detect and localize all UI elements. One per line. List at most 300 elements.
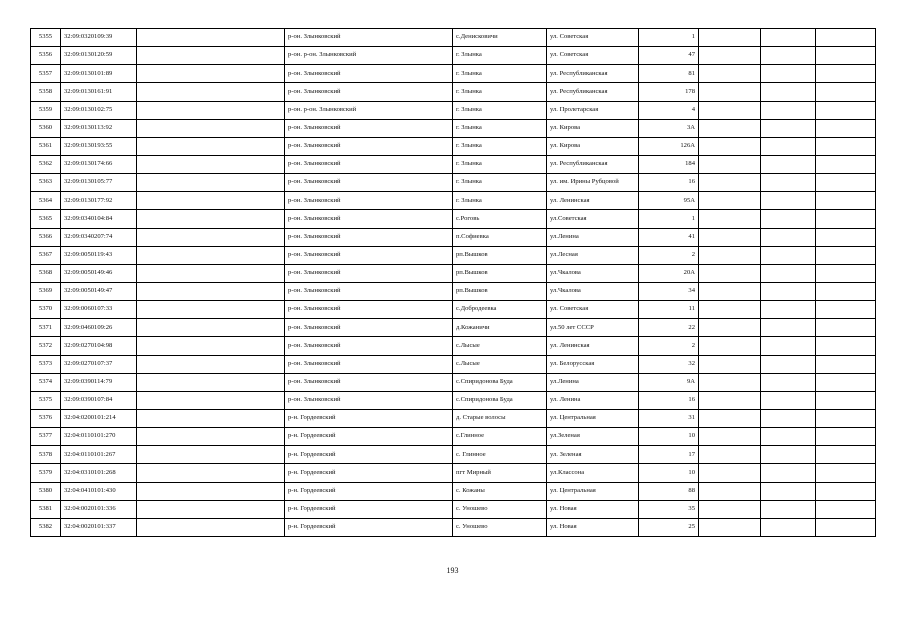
table-row [31, 409, 876, 427]
street-cell: ул. Кирова [547, 119, 639, 137]
cadastral-number-cell: 32:09:0390107:84 [61, 391, 137, 409]
table-row [31, 155, 876, 173]
settlement-cell: с.Глинное [453, 428, 547, 446]
empty-cell [137, 174, 285, 192]
empty-cell [816, 246, 876, 264]
district-cell: р-он. Злынковский [285, 319, 453, 337]
empty-cell [761, 446, 816, 464]
row-number-cell: 5368 [31, 264, 61, 282]
district-cell: р-он. Злынковский [285, 65, 453, 83]
district-cell: р-он. р-он. Злынковский [285, 101, 453, 119]
empty-cell [699, 101, 761, 119]
street-cell: ул.50 лет СССР [547, 319, 639, 337]
empty-cell [816, 518, 876, 536]
table-row [31, 282, 876, 300]
empty-cell [137, 464, 285, 482]
cadastral-number-cell: 32:04:0310101:268 [61, 464, 137, 482]
empty-cell [816, 482, 876, 500]
table-row [31, 228, 876, 246]
table-row [31, 319, 876, 337]
empty-cell [761, 155, 816, 173]
row-number-cell: 5361 [31, 137, 61, 155]
empty-cell [761, 246, 816, 264]
empty-cell [816, 119, 876, 137]
empty-cell [761, 282, 816, 300]
house-number-cell: 41 [639, 228, 699, 246]
empty-cell [816, 391, 876, 409]
empty-cell [137, 210, 285, 228]
empty-cell [761, 319, 816, 337]
row-number-cell: 5377 [31, 428, 61, 446]
empty-cell [699, 518, 761, 536]
table-row [31, 355, 876, 373]
district-cell: р-он. Злынковский [285, 391, 453, 409]
settlement-cell: пгт Мирный [453, 464, 547, 482]
empty-cell [816, 47, 876, 65]
district-cell: р-н. Гордеевский [285, 428, 453, 446]
cadastral-number-cell: 32:09:0340207:74 [61, 228, 137, 246]
empty-cell [137, 101, 285, 119]
empty-cell [137, 373, 285, 391]
row-number-cell: 5372 [31, 337, 61, 355]
settlement-cell: с. Глинное [453, 446, 547, 464]
house-number-cell: 1 [639, 210, 699, 228]
empty-cell [761, 119, 816, 137]
street-cell: ул. Советская [547, 301, 639, 319]
table-row [31, 500, 876, 518]
empty-cell [699, 500, 761, 518]
table-row [31, 47, 876, 65]
empty-cell [699, 119, 761, 137]
empty-cell [137, 29, 285, 47]
cadastral-number-cell: 32:09:0320109:39 [61, 29, 137, 47]
cadastral-number-cell: 32:09:0130101:89 [61, 65, 137, 83]
registry-table [30, 28, 876, 537]
house-number-cell: 32 [639, 355, 699, 373]
row-number-cell: 5357 [31, 65, 61, 83]
house-number-cell: 3А [639, 119, 699, 137]
empty-cell [761, 83, 816, 101]
settlement-cell: с.Спиридонова Буда [453, 391, 547, 409]
street-cell: ул. Республиканская [547, 155, 639, 173]
empty-cell [699, 355, 761, 373]
row-number-cell: 5381 [31, 500, 61, 518]
settlement-cell: г. Злынка [453, 65, 547, 83]
empty-cell [761, 409, 816, 427]
row-number-cell: 5362 [31, 155, 61, 173]
row-number-cell: 5379 [31, 464, 61, 482]
settlement-cell: с.Роговь [453, 210, 547, 228]
house-number-cell: 2 [639, 337, 699, 355]
settlement-cell: с.Денисковичи [453, 29, 547, 47]
empty-cell [137, 83, 285, 101]
settlement-cell: д.Кожаничи [453, 319, 547, 337]
table-row [31, 246, 876, 264]
settlement-cell: рп.Вышков [453, 282, 547, 300]
empty-cell [699, 155, 761, 173]
empty-cell [816, 282, 876, 300]
settlement-cell: г. Злынка [453, 174, 547, 192]
cadastral-number-cell: 32:04:0020101:337 [61, 518, 137, 536]
empty-cell [816, 446, 876, 464]
empty-cell [699, 282, 761, 300]
empty-cell [761, 337, 816, 355]
district-cell: р-он. Злынковский [285, 119, 453, 137]
settlement-cell: г. Злынка [453, 119, 547, 137]
house-number-cell: 11 [639, 301, 699, 319]
street-cell: ул. Новая [547, 500, 639, 518]
cadastral-number-cell: 32:09:0130102:75 [61, 101, 137, 119]
street-cell: ул. Новая [547, 518, 639, 536]
cadastral-number-cell: 32:09:0060107:33 [61, 301, 137, 319]
empty-cell [816, 65, 876, 83]
district-cell: р-н. Гордеевский [285, 482, 453, 500]
street-cell: ул. Пролетарская [547, 101, 639, 119]
empty-cell [761, 192, 816, 210]
empty-cell [761, 228, 816, 246]
empty-cell [816, 428, 876, 446]
row-number-cell: 5367 [31, 246, 61, 264]
street-cell: ул.Зеленая [547, 428, 639, 446]
house-number-cell: 34 [639, 282, 699, 300]
empty-cell [137, 319, 285, 337]
empty-cell [699, 391, 761, 409]
house-number-cell: 126А [639, 137, 699, 155]
row-number-cell: 5355 [31, 29, 61, 47]
settlement-cell: рп.Вышков [453, 246, 547, 264]
row-number-cell: 5364 [31, 192, 61, 210]
cadastral-number-cell: 32:09:0130174:66 [61, 155, 137, 173]
row-number-cell: 5373 [31, 355, 61, 373]
empty-cell [137, 482, 285, 500]
table-row [31, 29, 876, 47]
street-cell: ул. Ленинская [547, 192, 639, 210]
cadastral-number-cell: 32:09:0050149:46 [61, 264, 137, 282]
empty-cell [137, 282, 285, 300]
street-cell: ул.Лесная [547, 246, 639, 264]
empty-cell [761, 373, 816, 391]
empty-cell [761, 47, 816, 65]
empty-cell [699, 210, 761, 228]
house-number-cell: 10 [639, 464, 699, 482]
cadastral-number-cell: 32:09:0130105:77 [61, 174, 137, 192]
settlement-cell: с. Уношево [453, 500, 547, 518]
settlement-cell: п.Софиевка [453, 228, 547, 246]
cadastral-number-cell: 32:09:0130120:59 [61, 47, 137, 65]
empty-cell [137, 500, 285, 518]
house-number-cell: 20А [639, 264, 699, 282]
empty-cell [761, 391, 816, 409]
empty-cell [699, 192, 761, 210]
cadastral-number-cell: 32:04:0410101:430 [61, 482, 137, 500]
table-row [31, 137, 876, 155]
table-row [31, 337, 876, 355]
house-number-cell: 16 [639, 391, 699, 409]
empty-cell [699, 137, 761, 155]
cadastral-number-cell: 32:09:0270104:98 [61, 337, 137, 355]
settlement-cell: с.Лысые [453, 337, 547, 355]
empty-cell [761, 482, 816, 500]
cadastral-number-cell: 32:09:0130161:91 [61, 83, 137, 101]
empty-cell [137, 228, 285, 246]
street-cell: ул.Ленина [547, 228, 639, 246]
empty-cell [699, 409, 761, 427]
street-cell: ул.Чкалова [547, 264, 639, 282]
district-cell: р-он. Злынковский [285, 355, 453, 373]
page-number: 193 [446, 566, 459, 575]
house-number-cell: 178 [639, 83, 699, 101]
house-number-cell: 184 [639, 155, 699, 173]
house-number-cell: 2 [639, 246, 699, 264]
settlement-cell: с. Кожаны [453, 482, 547, 500]
street-cell: ул.Советская [547, 210, 639, 228]
row-number-cell: 5358 [31, 83, 61, 101]
settlement-cell: с.Спиридонова Буда [453, 373, 547, 391]
street-cell: ул. Республиканская [547, 65, 639, 83]
table-row [31, 101, 876, 119]
district-cell: р-он. Злынковский [285, 155, 453, 173]
settlement-cell: г. Злынка [453, 101, 547, 119]
street-cell: ул.Классона [547, 464, 639, 482]
street-cell: ул. им. Ирины Рубцовой [547, 174, 639, 192]
table-row [31, 301, 876, 319]
table-row [31, 518, 876, 536]
empty-cell [816, 355, 876, 373]
district-cell: р-он. Злынковский [285, 337, 453, 355]
settlement-cell: д. Старые волосы [453, 409, 547, 427]
row-number-cell: 5359 [31, 101, 61, 119]
street-cell: ул. Ленинская [547, 337, 639, 355]
cadastral-number-cell: 32:09:0130113:92 [61, 119, 137, 137]
empty-cell [816, 83, 876, 101]
table-row [31, 192, 876, 210]
settlement-cell: г. Злынка [453, 155, 547, 173]
house-number-cell: 22 [639, 319, 699, 337]
row-number-cell: 5371 [31, 319, 61, 337]
district-cell: р-он. Злынковский [285, 174, 453, 192]
empty-cell [699, 337, 761, 355]
house-number-cell: 88 [639, 482, 699, 500]
district-cell: р-он. Злынковский [285, 137, 453, 155]
empty-cell [137, 518, 285, 536]
cadastral-number-cell: 32:04:0020101:336 [61, 500, 137, 518]
house-number-cell: 31 [639, 409, 699, 427]
cadastral-number-cell: 32:09:0130193:55 [61, 137, 137, 155]
house-number-cell: 1 [639, 29, 699, 47]
cadastral-number-cell: 32:04:0110101:267 [61, 446, 137, 464]
street-cell: ул. Республиканская [547, 83, 639, 101]
cadastral-number-cell: 32:09:0460109:26 [61, 319, 137, 337]
house-number-cell: 81 [639, 65, 699, 83]
district-cell: р-н. Гордеевский [285, 518, 453, 536]
empty-cell [761, 29, 816, 47]
empty-cell [699, 174, 761, 192]
table-row [31, 428, 876, 446]
empty-cell [699, 446, 761, 464]
district-cell: р-он. Злынковский [285, 228, 453, 246]
table-body [31, 29, 876, 537]
empty-cell [816, 500, 876, 518]
cadastral-number-cell: 32:04:0200101:214 [61, 409, 137, 427]
empty-cell [699, 482, 761, 500]
empty-cell [699, 47, 761, 65]
empty-cell [816, 29, 876, 47]
street-cell: ул. Советская [547, 29, 639, 47]
row-number-cell: 5366 [31, 228, 61, 246]
street-cell: ул. Кирова [547, 137, 639, 155]
district-cell: р-он. Злынковский [285, 83, 453, 101]
empty-cell [137, 65, 285, 83]
settlement-cell: с. Уношево [453, 518, 547, 536]
settlement-cell: с.Добродеевка [453, 301, 547, 319]
empty-cell [761, 264, 816, 282]
house-number-cell: 95А [639, 192, 699, 210]
table-row [31, 391, 876, 409]
empty-cell [761, 355, 816, 373]
table-row [31, 446, 876, 464]
row-number-cell: 5376 [31, 409, 61, 427]
district-cell: р-н. Гордеевский [285, 446, 453, 464]
empty-cell [137, 192, 285, 210]
district-cell: р-н. Гордеевский [285, 500, 453, 518]
empty-cell [699, 228, 761, 246]
empty-cell [761, 301, 816, 319]
house-number-cell: 16 [639, 174, 699, 192]
district-cell: р-он. Злынковский [285, 264, 453, 282]
empty-cell [761, 174, 816, 192]
street-cell: ул. Центральная [547, 409, 639, 427]
empty-cell [137, 155, 285, 173]
settlement-cell: с.Лысые [453, 355, 547, 373]
empty-cell [816, 101, 876, 119]
empty-cell [816, 373, 876, 391]
empty-cell [761, 210, 816, 228]
empty-cell [816, 337, 876, 355]
empty-cell [137, 355, 285, 373]
table-row [31, 83, 876, 101]
empty-cell [816, 192, 876, 210]
district-cell: р-он. Злынковский [285, 373, 453, 391]
empty-cell [137, 446, 285, 464]
empty-cell [816, 228, 876, 246]
street-cell: ул.Ленина [547, 373, 639, 391]
district-cell: р-он. Злынковский [285, 246, 453, 264]
cadastral-number-cell: 32:09:0270107:37 [61, 355, 137, 373]
empty-cell [761, 500, 816, 518]
table-row [31, 482, 876, 500]
street-cell: ул. Советская [547, 47, 639, 65]
house-number-cell: 4 [639, 101, 699, 119]
cadastral-number-cell: 32:09:0050149:47 [61, 282, 137, 300]
empty-cell [699, 83, 761, 101]
row-number-cell: 5365 [31, 210, 61, 228]
empty-cell [137, 47, 285, 65]
row-number-cell: 5382 [31, 518, 61, 536]
row-number-cell: 5375 [31, 391, 61, 409]
empty-cell [761, 518, 816, 536]
row-number-cell: 5378 [31, 446, 61, 464]
empty-cell [699, 464, 761, 482]
empty-cell [699, 29, 761, 47]
table-row [31, 373, 876, 391]
street-cell: ул. Центральная [547, 482, 639, 500]
empty-cell [761, 137, 816, 155]
empty-cell [816, 210, 876, 228]
empty-cell [699, 264, 761, 282]
row-number-cell: 5360 [31, 119, 61, 137]
house-number-cell: 17 [639, 446, 699, 464]
street-cell: ул. Ленина [547, 391, 639, 409]
house-number-cell: 10 [639, 428, 699, 446]
empty-cell [137, 428, 285, 446]
settlement-cell: г. Злынка [453, 192, 547, 210]
row-number-cell: 5380 [31, 482, 61, 500]
table-row [31, 119, 876, 137]
street-cell: ул. Зеленая [547, 446, 639, 464]
district-cell: р-н. Гордеевский [285, 409, 453, 427]
empty-cell [137, 119, 285, 137]
empty-cell [699, 246, 761, 264]
empty-cell [699, 301, 761, 319]
district-cell: р-он. Злынковский [285, 282, 453, 300]
street-cell: ул.Чкалова [547, 282, 639, 300]
empty-cell [761, 101, 816, 119]
table-row [31, 65, 876, 83]
row-number-cell: 5356 [31, 47, 61, 65]
empty-cell [761, 464, 816, 482]
empty-cell [137, 264, 285, 282]
house-number-cell: 35 [639, 500, 699, 518]
empty-cell [816, 264, 876, 282]
house-number-cell: 25 [639, 518, 699, 536]
empty-cell [761, 428, 816, 446]
empty-cell [699, 65, 761, 83]
table-row [31, 174, 876, 192]
empty-cell [816, 409, 876, 427]
district-cell: р-н. Гордеевский [285, 464, 453, 482]
district-cell: р-он. Злынковский [285, 301, 453, 319]
empty-cell [816, 301, 876, 319]
cadastral-number-cell: 32:09:0340104:84 [61, 210, 137, 228]
street-cell: ул. Белорусская [547, 355, 639, 373]
row-number-cell: 5363 [31, 174, 61, 192]
empty-cell [816, 155, 876, 173]
house-number-cell: 47 [639, 47, 699, 65]
cadastral-number-cell: 32:04:0110101:270 [61, 428, 137, 446]
table-row [31, 464, 876, 482]
empty-cell [137, 409, 285, 427]
settlement-cell: г. Злынка [453, 137, 547, 155]
district-cell: р-он. Злынковский [285, 29, 453, 47]
row-number-cell: 5374 [31, 373, 61, 391]
district-cell: р-он. Злынковский [285, 192, 453, 210]
row-number-cell: 5369 [31, 282, 61, 300]
empty-cell [816, 319, 876, 337]
empty-cell [816, 174, 876, 192]
settlement-cell: г. Злынка [453, 83, 547, 101]
empty-cell [761, 65, 816, 83]
empty-cell [137, 246, 285, 264]
district-cell: р-он. р-он. Злынковский [285, 47, 453, 65]
cadastral-number-cell: 32:09:0050119:43 [61, 246, 137, 264]
empty-cell [137, 337, 285, 355]
empty-cell [816, 464, 876, 482]
cadastral-number-cell: 32:09:0390114:79 [61, 373, 137, 391]
empty-cell [699, 373, 761, 391]
settlement-cell: г. Злынка [453, 47, 547, 65]
house-number-cell: 9А [639, 373, 699, 391]
empty-cell [816, 137, 876, 155]
